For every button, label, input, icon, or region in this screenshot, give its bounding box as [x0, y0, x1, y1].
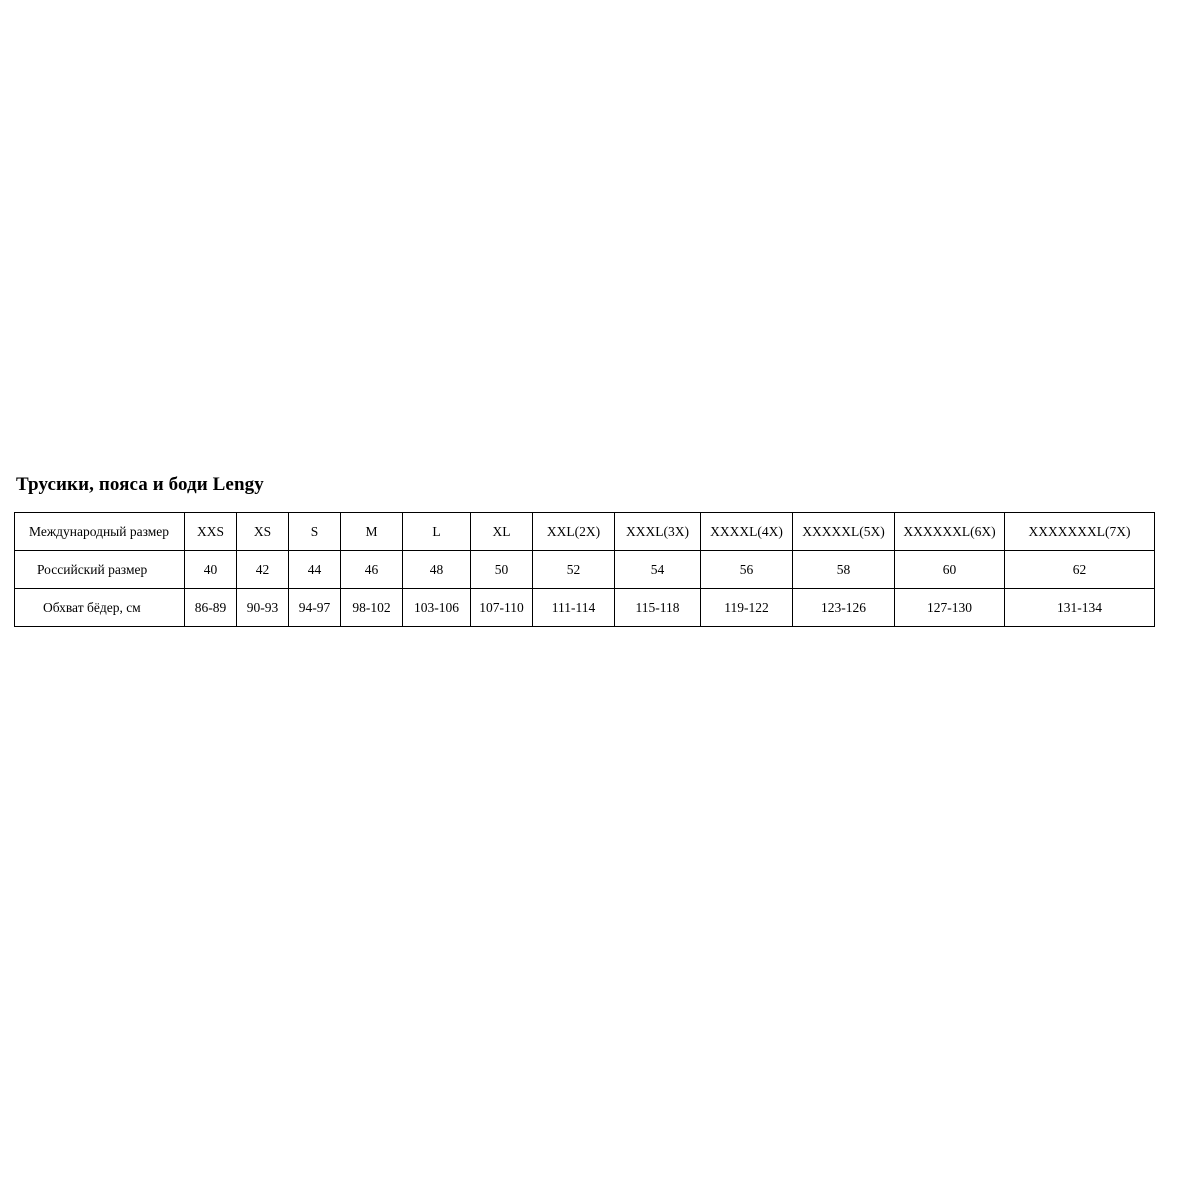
- table-cell: XXXXXXXL(7X): [1005, 513, 1155, 551]
- table-cell: 123-126: [793, 589, 895, 627]
- table-cell: S: [289, 513, 341, 551]
- table-cell: 115-118: [615, 589, 701, 627]
- table-cell: 52: [533, 551, 615, 589]
- table-cell: 107-110: [471, 589, 533, 627]
- table-cell: 54: [615, 551, 701, 589]
- table-cell: XS: [237, 513, 289, 551]
- size-chart-page: [14, 474, 1154, 627]
- table-cell: 86-89: [185, 589, 237, 627]
- table-cell: 60: [895, 551, 1005, 589]
- table-cell: 40: [185, 551, 237, 589]
- table-cell: M: [341, 513, 403, 551]
- table-cell: 58: [793, 551, 895, 589]
- table-cell: 90-93: [237, 589, 289, 627]
- table-cell: XXL(2X): [533, 513, 615, 551]
- table-cell: 119-122: [701, 589, 793, 627]
- table-cell: XXS: [185, 513, 237, 551]
- table-cell: 131-134: [1005, 589, 1155, 627]
- table-cell: 94-97: [289, 589, 341, 627]
- table-cell: XXXL(3X): [615, 513, 701, 551]
- table-cell: XXXXXXL(6X): [895, 513, 1005, 551]
- table-cell: 44: [289, 551, 341, 589]
- table-cell: 48: [403, 551, 471, 589]
- table-row: [15, 513, 1155, 551]
- page-title: Трусики, пояса и боди Lengy: [16, 474, 264, 495]
- table-cell: 50: [471, 551, 533, 589]
- table-cell: XL: [471, 513, 533, 551]
- row-label-hip-circumference: Обхват бёдер, см: [15, 589, 185, 627]
- row-label-international-size: Международный размер: [15, 513, 185, 551]
- table-cell: 42: [237, 551, 289, 589]
- table-cell: XXXXL(4X): [701, 513, 793, 551]
- table-cell: 111-114: [533, 589, 615, 627]
- table-cell: L: [403, 513, 471, 551]
- table-cell: 98-102: [341, 589, 403, 627]
- table-cell: 46: [341, 551, 403, 589]
- table-cell: 127-130: [895, 589, 1005, 627]
- size-chart-table: [14, 512, 1155, 627]
- table-cell: 62: [1005, 551, 1155, 589]
- table-cell: 103-106: [403, 589, 471, 627]
- table-cell: 56: [701, 551, 793, 589]
- table-row: [15, 551, 1155, 589]
- table-cell: XXXXXL(5X): [793, 513, 895, 551]
- row-label-russian-size: Российский размер: [15, 551, 185, 589]
- table-row: [15, 589, 1155, 627]
